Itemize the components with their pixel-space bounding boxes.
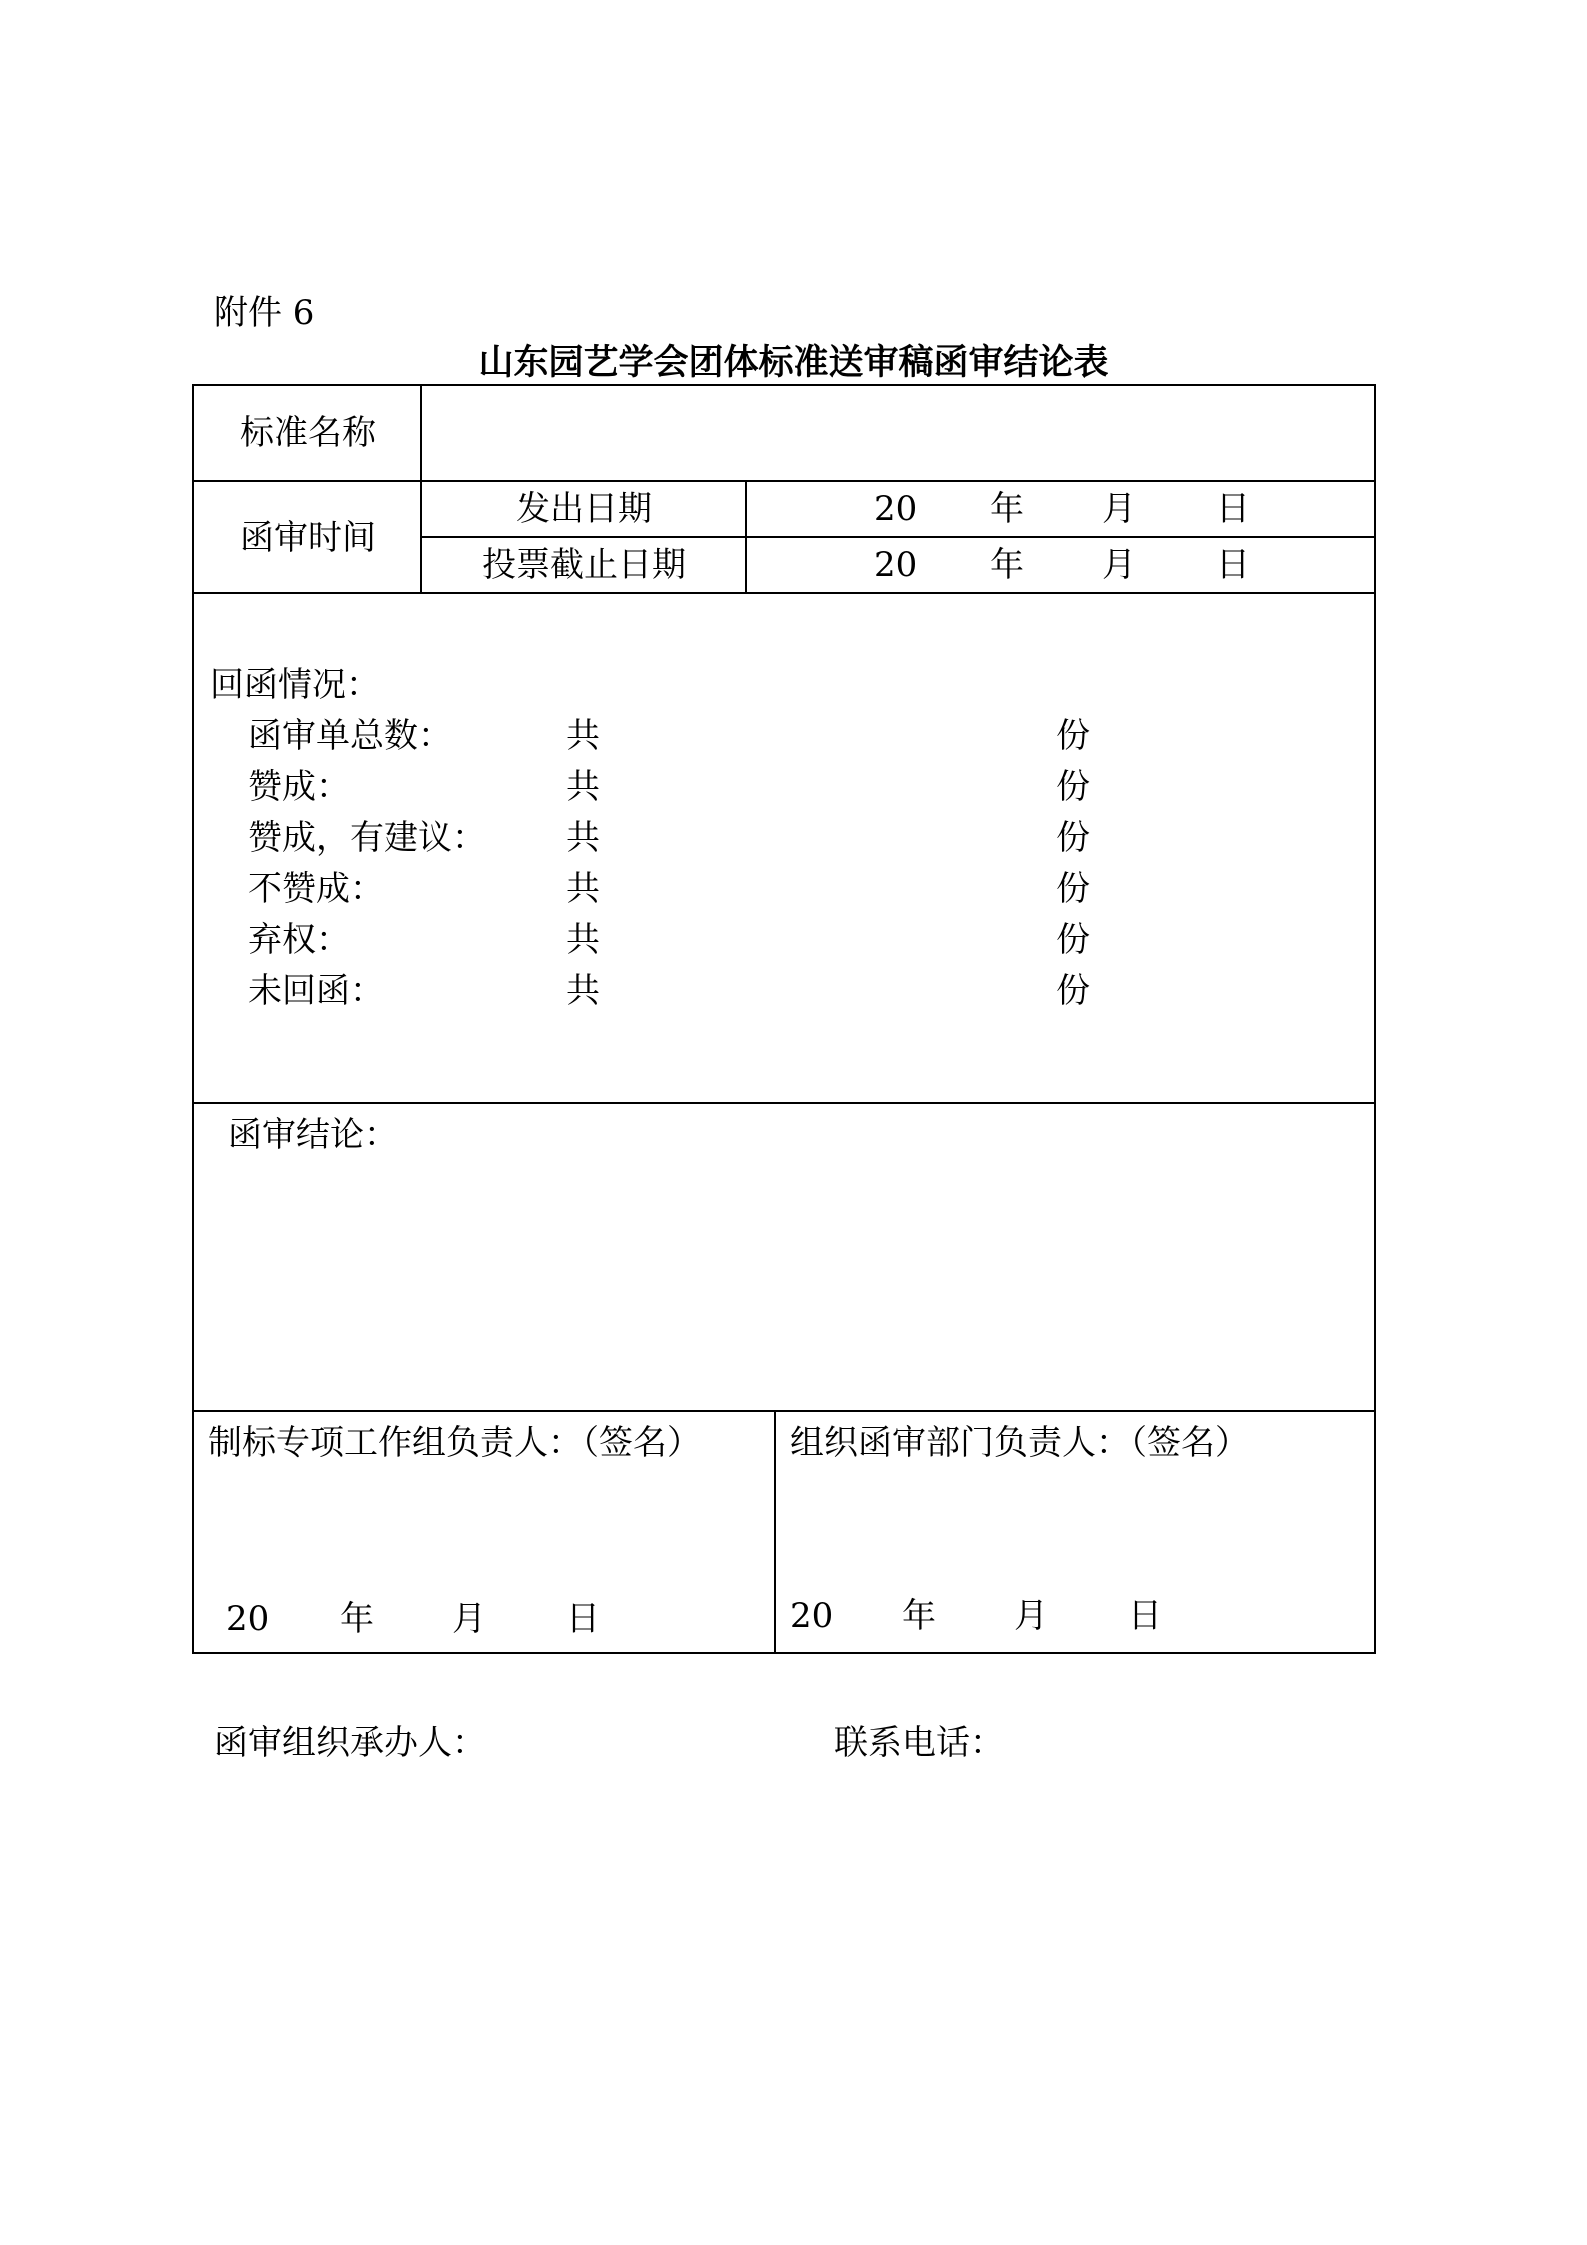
reply-row-label: 函审单总数： [248, 716, 452, 756]
reply-row-fen: 份 [1056, 818, 1090, 858]
reply-heading: 回函情况： [210, 665, 380, 705]
reply-row-gong: 共 [566, 818, 600, 858]
row-divider [194, 592, 1374, 594]
left-sign-year-prefix[interactable]: 20 [226, 1599, 270, 1639]
issue-date-year: 年 [990, 489, 1024, 529]
column-divider [774, 1410, 776, 1652]
row-divider [194, 1410, 1374, 1412]
reply-row-fen: 份 [1056, 767, 1090, 807]
issue-date-year-prefix[interactable]: 20 [874, 489, 918, 529]
reply-row-gong: 共 [566, 869, 600, 909]
review-time-label: 函审时间 [240, 518, 376, 558]
issue-date-month: 月 [1102, 489, 1136, 529]
row-divider [422, 536, 1374, 538]
organizer-label: 函审组织承办人： [214, 1723, 486, 1763]
reply-row-gong: 共 [566, 971, 600, 1011]
reply-row-fen: 份 [1056, 869, 1090, 909]
right-sign-month: 月 [1014, 1596, 1048, 1636]
reply-row-fen: 份 [1056, 971, 1090, 1011]
row-divider [194, 480, 1374, 482]
right-sign-year: 年 [902, 1596, 936, 1636]
vote-deadline-label: 投票截止日期 [482, 545, 686, 585]
standard-name-value[interactable] [444, 416, 1344, 456]
standard-name-label: 标准名称 [240, 413, 376, 453]
issue-date-label: 发出日期 [516, 489, 652, 529]
reply-row-gong: 共 [566, 716, 600, 756]
reply-row-label: 赞成： [248, 767, 350, 807]
reply-row-gong: 共 [566, 920, 600, 960]
deadline-date-month: 月 [1102, 545, 1136, 585]
deadline-date-year: 年 [990, 545, 1024, 585]
right-sign-day: 日 [1128, 1596, 1162, 1636]
left-sign-year: 年 [340, 1599, 374, 1639]
left-signature-label: 制标专项工作组负责人：（签名） [208, 1423, 701, 1463]
form-title: 山东园艺学会团体标准送审稿函审结论表 [478, 342, 1109, 383]
reply-row-label: 未回函： [248, 971, 384, 1011]
conclusion-label: 函审结论： [228, 1115, 398, 1155]
column-divider [420, 386, 422, 592]
row-divider [194, 1102, 1374, 1104]
reply-row-label: 赞成，有建议： [248, 818, 486, 858]
reply-row-fen: 份 [1056, 920, 1090, 960]
column-divider [745, 480, 747, 592]
attachment-label: 附件 6 [214, 293, 315, 333]
review-form-table [192, 384, 1376, 1654]
left-sign-day: 日 [566, 1599, 600, 1639]
right-signature-label: 组织函审部门负责人：（签名） [790, 1423, 1249, 1463]
reply-row-fen: 份 [1056, 716, 1090, 756]
left-sign-month: 月 [452, 1599, 486, 1639]
reply-row-gong: 共 [566, 767, 600, 807]
phone-label: 联系电话： [834, 1723, 1004, 1763]
right-sign-year-prefix[interactable]: 20 [790, 1596, 834, 1636]
reply-row-label: 弃权： [248, 920, 350, 960]
deadline-date-year-prefix[interactable]: 20 [874, 545, 918, 585]
deadline-date-day: 日 [1216, 545, 1250, 585]
issue-date-day: 日 [1216, 489, 1250, 529]
reply-row-label: 不赞成： [248, 869, 384, 909]
